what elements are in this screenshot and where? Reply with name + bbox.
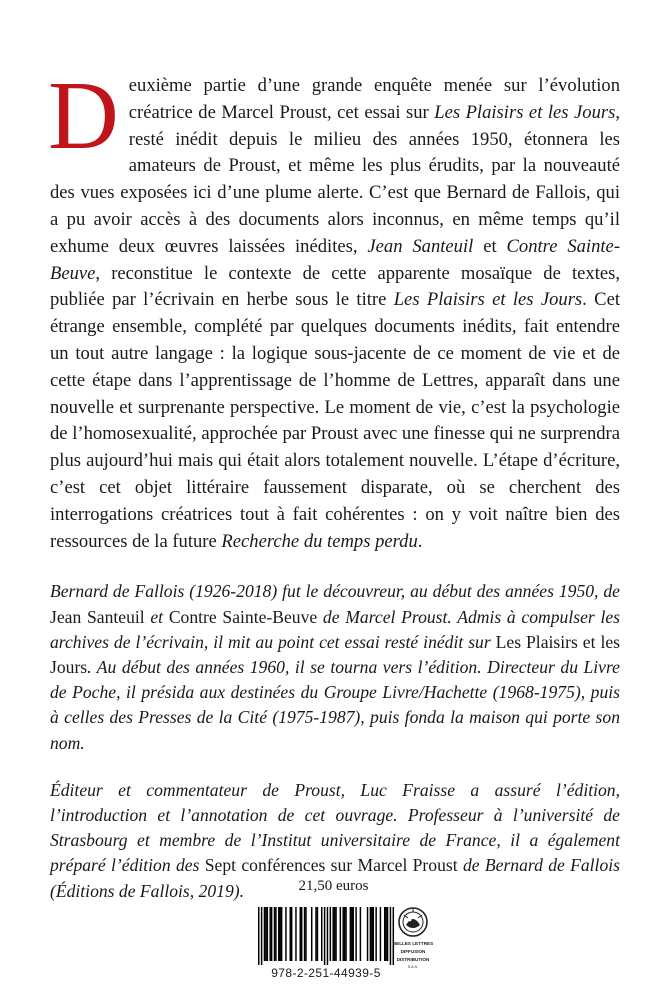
barcode-bar bbox=[334, 907, 335, 961]
author-bio-2: et bbox=[144, 606, 169, 627]
desc-text-3: et bbox=[473, 235, 507, 257]
barcode-bar bbox=[265, 907, 266, 961]
barcode-bar bbox=[304, 907, 305, 961]
barcode-bar bbox=[295, 907, 296, 961]
barcode-bar bbox=[345, 907, 346, 961]
author-bio-title-2: Contre Sainte-Beuve bbox=[168, 606, 318, 627]
barcode-bar bbox=[332, 907, 333, 961]
author-bio-3: de Marcel Proust. Admis à compulser les archives de l’écrivain, il mit au point cet essai resté inédit sur bbox=[50, 606, 620, 652]
barcode-bar bbox=[360, 907, 361, 961]
barcode-bar bbox=[371, 907, 372, 961]
barcode-bar bbox=[373, 907, 374, 961]
barcode-bar bbox=[264, 907, 265, 961]
barcode-bar bbox=[279, 907, 280, 961]
barcode-bar bbox=[393, 907, 394, 965]
barcode-bar bbox=[330, 907, 331, 961]
barcode-bar bbox=[300, 907, 301, 961]
barcode-bar bbox=[271, 907, 272, 961]
barcode-bar bbox=[355, 907, 356, 961]
barcode-block bbox=[258, 903, 458, 985]
barcode-bar bbox=[305, 907, 306, 961]
barcode-bar bbox=[385, 907, 386, 961]
barcode-bar bbox=[281, 907, 282, 961]
barcode-bar bbox=[324, 907, 325, 965]
publisher-logo bbox=[392, 905, 434, 983]
barcode-bar bbox=[370, 907, 371, 961]
barcode-bar bbox=[291, 907, 292, 961]
barcode-bar bbox=[375, 907, 376, 961]
barcode-bar bbox=[327, 907, 328, 965]
description-paragraph bbox=[48, 62, 621, 555]
barcode-bar bbox=[380, 907, 381, 961]
back-cover-text bbox=[48, 62, 621, 904]
isbn-number: 978-2-251-44939-5 bbox=[271, 966, 381, 980]
barcode-icon bbox=[258, 907, 394, 965]
title-recherche: Recherche du temps perdu bbox=[221, 530, 418, 552]
desc-text-4: , reconstitue le contexte de cette apparente mosaïque de textes, publiée par l’écrivain en herbe sous le titre bbox=[50, 262, 620, 311]
barcode-bar bbox=[352, 907, 353, 961]
author-bio bbox=[50, 579, 620, 755]
svg-text:BELLES LETTRES: BELLES LETTRES bbox=[392, 941, 434, 946]
barcode-bar bbox=[315, 907, 316, 961]
barcode-bar bbox=[342, 907, 343, 961]
editor-bio-title: Sept conférences sur Marcel Proust bbox=[204, 855, 458, 876]
price-label: 21,50 euros bbox=[298, 878, 369, 894]
barcode-bar bbox=[258, 907, 259, 965]
barcode-bar bbox=[275, 907, 276, 961]
barcode-bar bbox=[261, 907, 262, 965]
barcode-bar bbox=[351, 907, 352, 961]
barcode-bar bbox=[340, 907, 341, 961]
editor-bio-2: de Bernard de Fallois (Éditions de Fallois, 2019). bbox=[50, 855, 620, 901]
publisher-emblem-icon bbox=[399, 908, 427, 936]
desc-text-2: , resté inédit depuis le milieu des années 1950, étonnera les amateurs de Proust, et même les plus érudits, par la nouveauté des vues exposées ici d’une plume alerte. C’est que Bernard de Fallois, qui a pu avoir accès à des documents alors inconnus, en même temps qu’il exhume deux œuvres laissées inédites, bbox=[50, 101, 620, 257]
barcode-bar bbox=[317, 907, 318, 961]
author-bio-title-1: Jean Santeuil bbox=[50, 606, 145, 627]
author-bio-1: Bernard de Fallois (1926-2018) fut le découvreur, au début des années 1950, de bbox=[50, 581, 620, 602]
drop-cap-letter: D bbox=[48, 62, 119, 170]
editor-bio-1: Éditeur et commentateur de Proust, Luc Fraisse a assuré l’édition, l’introduction et l’annotation de cet ouvrage. Professeur à l’université de Strasbourg et membre de l’Institut universitaire de France, il a également préparé l’édition des bbox=[50, 779, 620, 876]
barcode-bar bbox=[335, 907, 336, 961]
author-bio-4: . Au début des années 1960, il se tourna vers l’édition. Directeur du Livre de Poche, il présida aux destinées du Groupe Livre/Hachette (1968-1975), puis à celles des Presses de la Cité (1975-1987), puis fonda la maison qui porte son nom. bbox=[50, 656, 620, 753]
barcode-bar bbox=[278, 907, 279, 961]
barcode-bar bbox=[269, 907, 270, 961]
svg-text:DIFFUSION: DIFFUSION bbox=[400, 949, 426, 954]
title-plaisirs-jours-2: Les Plaisirs et les Jours bbox=[393, 289, 583, 311]
title-contre-sainte-beuve: Contre Sainte-Beuve bbox=[50, 235, 621, 284]
svg-text:S.A.S.: S.A.S. bbox=[407, 965, 419, 969]
barcode-bar bbox=[285, 907, 286, 961]
barcode-bar bbox=[274, 907, 275, 961]
barcode-bar bbox=[289, 907, 290, 961]
author-bio-title-3: Les Plaisirs et les Jours bbox=[50, 631, 620, 677]
svg-text:DISTRIBUTION: DISTRIBUTION bbox=[396, 957, 430, 962]
desc-text-6: . bbox=[417, 530, 423, 552]
desc-text-5: . Cet étrange ensemble, complété par quelques documents inédits, fait entendre un tout autre langage : la logique sous-jacente de ce moment de vie et de cette étape dans l’apprentissage de l’homme de Lettres, apparaît dans une nouvelle et surprenante perspective. Le moment de vie, c’est la psychologie de l’homosexualité, approchée par Proust avec une finesse qui ne surprendra plus aujourd’hui mais qui était alors totalement nouvelle. L’étape d’écriture, c’est cet objet littéraire faussement disparate, où se cherchent des interrogations créatrices tout à fait cohérentes : on y voit naître bien des ressources de la future bbox=[50, 289, 620, 552]
barcode-bar bbox=[387, 907, 388, 961]
barcode-bar bbox=[311, 907, 312, 961]
barcode-bar bbox=[390, 907, 391, 965]
barcode-bar bbox=[367, 907, 368, 961]
barcode-bar bbox=[321, 907, 322, 961]
barcode-bar bbox=[384, 907, 385, 961]
barcode-bar bbox=[301, 907, 302, 961]
barcode-bar bbox=[267, 907, 268, 961]
desc-text-1: euxième partie d’une grande enquête menée sur l’évolution créatrice de Marcel Proust, cet essai sur bbox=[128, 75, 620, 123]
title-plaisirs-jours: Les Plaisirs et les Jours bbox=[434, 101, 616, 123]
title-jean-santeuil: Jean Santeuil bbox=[367, 235, 474, 257]
barcode-bar bbox=[344, 907, 345, 961]
barcode-bar bbox=[350, 907, 351, 961]
